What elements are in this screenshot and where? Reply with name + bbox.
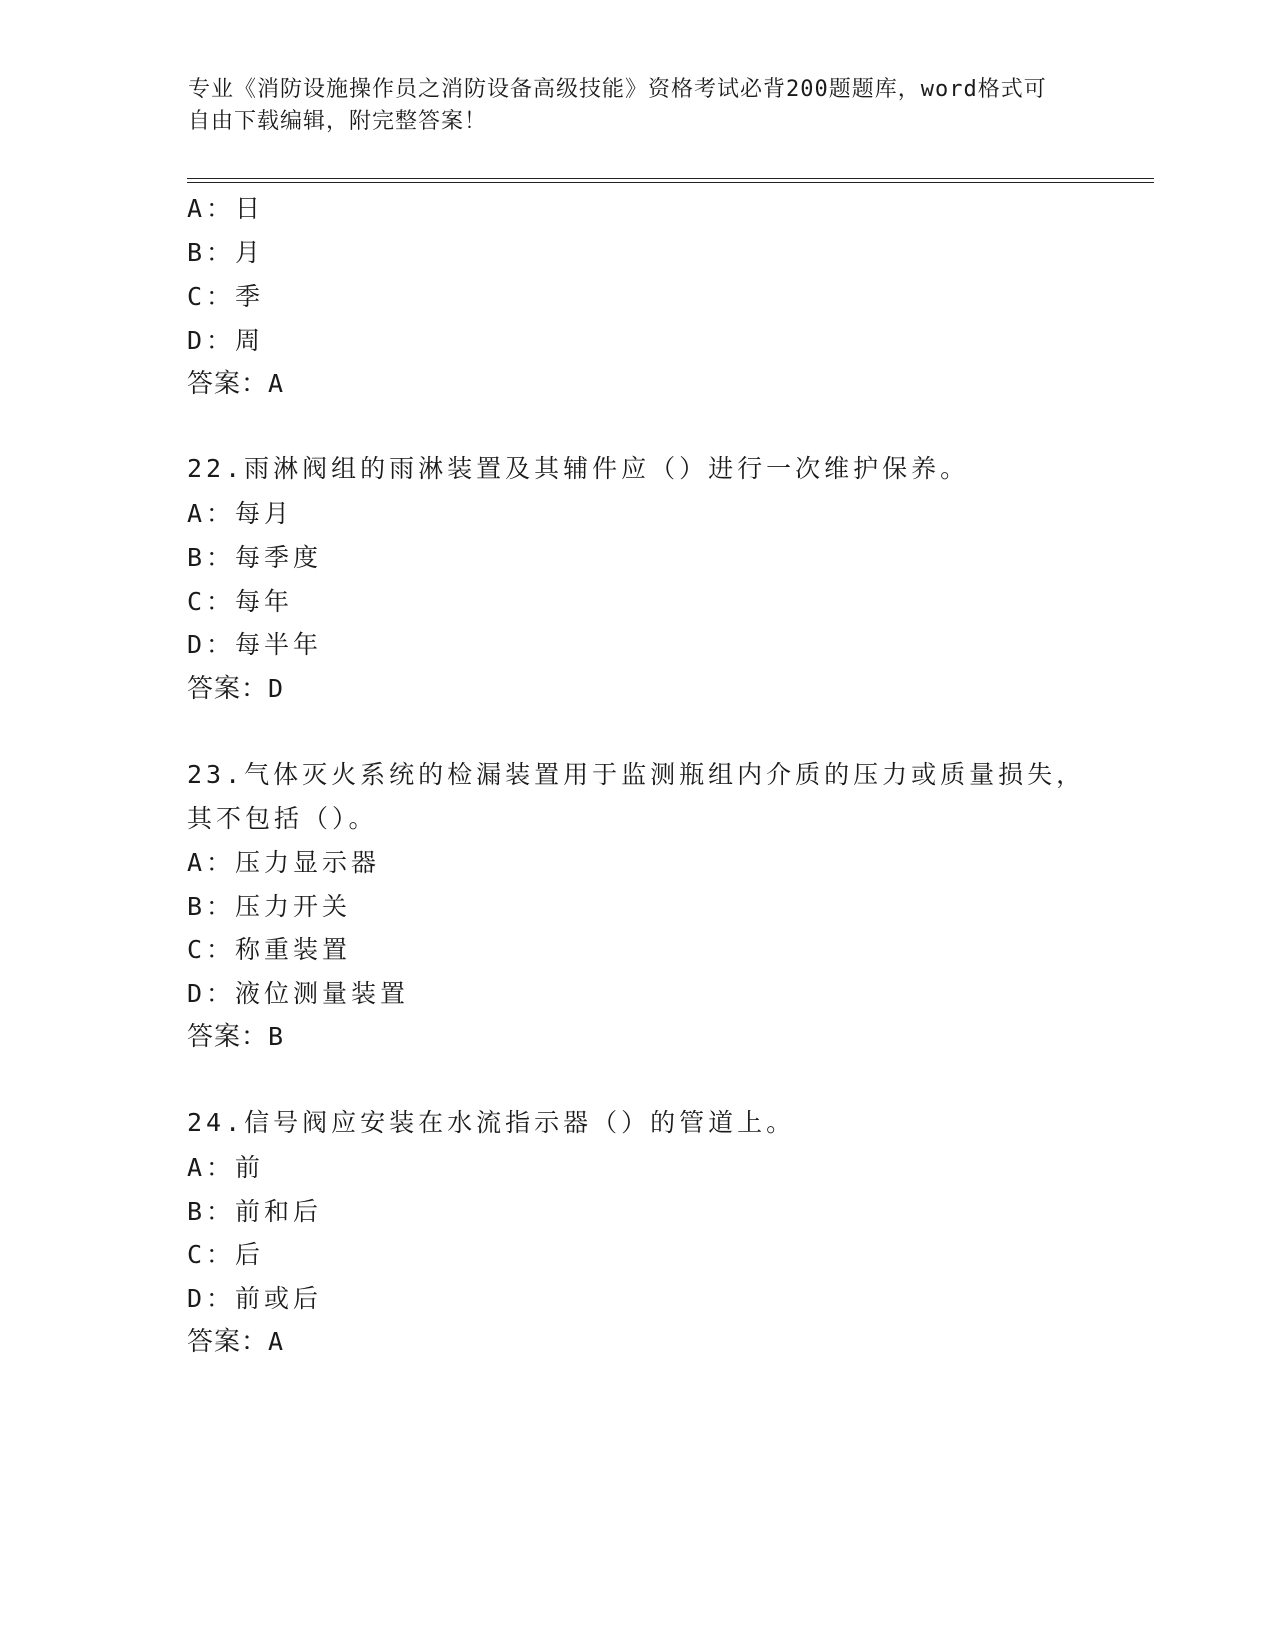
option-c: C：称重装置: [187, 935, 352, 964]
question-stem-continued: 其不包括（）。: [187, 804, 378, 833]
option-c: C：每年: [187, 587, 294, 616]
answer-line: [187, 367, 285, 401]
answer-label: 答案：: [187, 369, 269, 399]
option-d: D：液位测量装置: [187, 979, 410, 1008]
option-a: A：前: [187, 1153, 265, 1182]
option-a: A：压力显示器: [187, 848, 381, 877]
option-b: B：每季度: [187, 543, 323, 572]
option-a: A：日: [187, 194, 265, 223]
answer-label: 答案：: [187, 1327, 269, 1357]
answer-line: [187, 1020, 285, 1054]
question-stem: 22.雨淋阀组的雨淋装置及其辅件应（）进行一次维护保养。: [187, 454, 970, 483]
answer-value: D: [268, 674, 286, 703]
answer-value: B: [268, 1022, 286, 1051]
option-b: B：月: [187, 238, 265, 267]
answer-value: A: [268, 1327, 286, 1356]
option-c: C：季: [187, 282, 265, 311]
answer-label: 答案：: [187, 1022, 269, 1052]
option-d: D：每半年: [187, 630, 323, 659]
option-b: B：前和后: [187, 1197, 323, 1226]
header-title: 专业《消防设施操作员之消防设备高级技能》资格考试必背200题题库，word格式可自由下载编辑，附完整答案！: [188, 77, 1047, 134]
answer-line: [187, 672, 285, 706]
answer-line: [187, 1325, 285, 1359]
question-stem: 23.气体灭火系统的检漏装置用于监测瓶组内介质的压力或质量损失，: [187, 760, 1086, 789]
question-stem: 24.信号阀应安装在水流指示器（）的管道上。: [187, 1108, 796, 1137]
option-d: D：前或后: [187, 1284, 323, 1313]
option-c: C：后: [187, 1240, 265, 1269]
header-divider: [187, 178, 1154, 183]
option-d: D：周: [187, 326, 265, 355]
option-b: B：压力开关: [187, 892, 352, 921]
option-a: A：每月: [187, 499, 294, 528]
document-header: [188, 74, 1068, 138]
answer-value: A: [268, 369, 286, 398]
answer-label: 答案：: [187, 674, 269, 704]
